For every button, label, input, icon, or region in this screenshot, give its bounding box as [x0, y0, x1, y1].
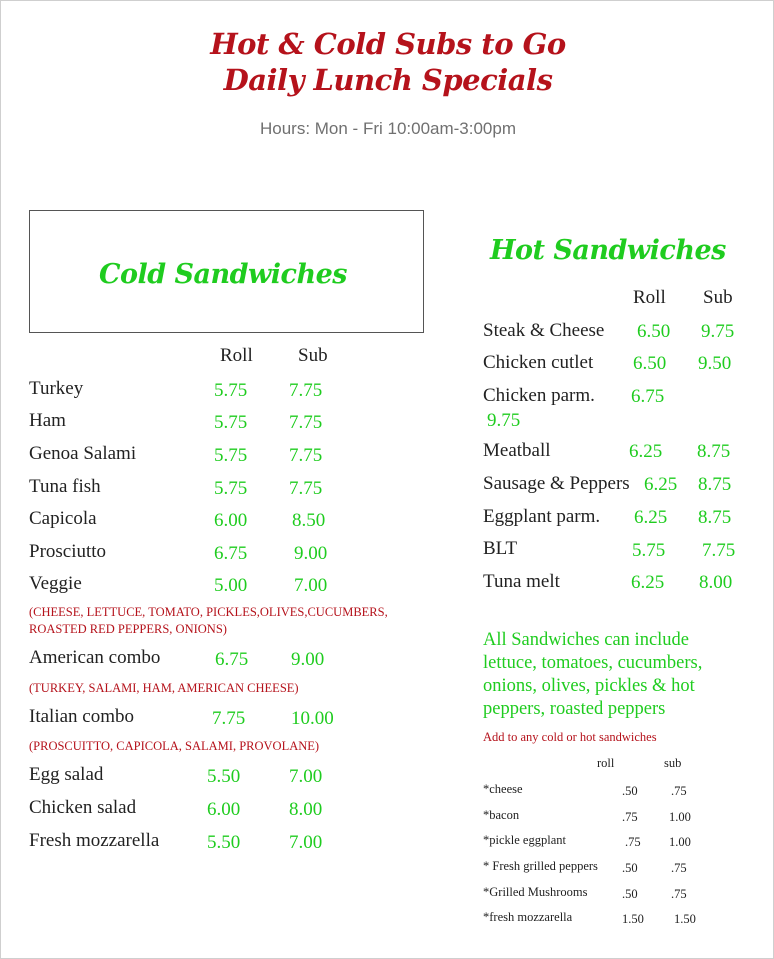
- addon-name: * Fresh grilled peppers: [483, 859, 598, 873]
- cold-item-name: American combo: [29, 647, 161, 668]
- toppings-info-line: All Sandwiches can include: [483, 630, 690, 650]
- addon-sub-price: .75: [671, 861, 687, 875]
- hot-item-sub-price: 9.75: [701, 321, 735, 342]
- addon-name: *bacon: [483, 808, 520, 822]
- menu-title-line1: Hot & Cold Subs to Go: [210, 27, 566, 61]
- cold-item-sub-price: 9.00: [291, 649, 325, 670]
- cold-item-name: Turkey: [29, 378, 84, 399]
- cold-item-name: Tuna fish: [29, 476, 101, 497]
- addon-roll-price: 1.50: [622, 912, 644, 926]
- cold-item-roll-price: 6.75: [215, 649, 249, 670]
- hot-item-name: Steak & Cheese: [483, 320, 605, 341]
- hours-text: Hours: Mon - Fri 10:00am-3:00pm: [259, 119, 517, 138]
- hot-item-sub-price: 8.75: [697, 441, 731, 462]
- hot-item-roll-price: 6.25: [634, 507, 668, 528]
- cold-item-roll-price: 6.75: [214, 543, 248, 564]
- hot-item-roll-price: 5.75: [632, 540, 666, 561]
- cold-item-name: Genoa Salami: [29, 443, 137, 464]
- hot-item-roll-price: 6.50: [637, 321, 671, 342]
- addon-name: *Grilled Mushrooms: [483, 885, 588, 899]
- hot-sandwiches-heading: Hot Sandwiches: [490, 235, 726, 266]
- toppings-info-line: lettuce, tomatoes, cucumbers,: [483, 653, 703, 673]
- cold-sub-header: Sub: [298, 345, 328, 366]
- hot-item-name: Sausage & Peppers: [483, 473, 630, 494]
- cold-item-sub-price: 7.00: [289, 832, 323, 853]
- hot-item-roll-price: 6.50: [633, 353, 667, 374]
- hot-item-roll-price: 6.75: [631, 386, 665, 407]
- hot-item-name: Meatball: [483, 440, 551, 461]
- cold-item-roll-price: 5.50: [207, 832, 241, 853]
- hot-item-name: BLT: [483, 538, 518, 559]
- american-combo-note: (TURKEY, SALAMI, HAM, AMERICAN CHEESE): [29, 681, 299, 695]
- cold-item-sub-price: 8.00: [289, 799, 323, 820]
- addons-sub-header: sub: [664, 756, 682, 770]
- hot-item-roll-price: 6.25: [644, 474, 678, 495]
- cold-item-sub-price: 8.50: [292, 510, 326, 531]
- cold-item-roll-price: 5.75: [214, 380, 248, 401]
- toppings-info: [483, 629, 753, 721]
- addon-roll-price: .50: [622, 887, 638, 901]
- cold-item-roll-price: 7.75: [212, 708, 246, 729]
- cold-item-sub-price: 10.00: [291, 708, 334, 729]
- italian-combo-note: (PROSCUITTO, CAPICOLA, SALAMI, PROVOLANE): [29, 739, 320, 753]
- cold-item-sub-price: 7.75: [289, 412, 323, 433]
- addons-heading: Add to any cold or hot sandwiches: [483, 730, 657, 744]
- hot-item-name: Chicken cutlet: [483, 352, 594, 373]
- cold-item-name: Capicola: [29, 508, 97, 529]
- addon-roll-price: .50: [622, 861, 638, 875]
- hot-sub-header: Sub: [703, 287, 733, 308]
- addon-sub-price: .75: [671, 887, 687, 901]
- cold-item-name: Veggie: [29, 573, 82, 594]
- cold-item-roll-price: 5.75: [214, 412, 248, 433]
- addon-roll-price: .75: [625, 835, 641, 849]
- cold-item-name: Ham: [29, 410, 66, 431]
- addon-sub-price: 1.00: [669, 810, 691, 824]
- toppings-info-line: onions, olives, pickles & hot: [483, 676, 695, 696]
- veggie-note-line1: (CHEESE, LETTUCE, TOMATO, PICKLES,OLIVES,CUCUMBERS,: [29, 605, 388, 619]
- cold-item-roll-price: 5.50: [207, 766, 241, 787]
- cold-item-sub-price: 7.75: [289, 478, 323, 499]
- cold-item-roll-price: 5.75: [214, 445, 248, 466]
- addon-sub-price: .75: [671, 784, 687, 798]
- hot-item-name: Tuna melt: [483, 571, 560, 592]
- addon-roll-price: .50: [622, 784, 638, 798]
- cold-roll-header: Roll: [220, 345, 253, 366]
- cold-item-name: Fresh mozzarella: [29, 830, 160, 851]
- addon-name: *fresh mozzarella: [483, 910, 573, 924]
- hot-item-sub-price: 9.75: [487, 410, 521, 431]
- hot-item-sub-price: 8.75: [698, 474, 732, 495]
- cold-item-roll-price: 6.00: [207, 799, 241, 820]
- cold-item-name: Italian combo: [29, 706, 134, 727]
- cold-item-sub-price: 9.00: [294, 543, 328, 564]
- cold-item-name: Prosciutto: [29, 541, 107, 562]
- cold-item-name: Chicken salad: [29, 797, 137, 818]
- addon-name: *cheese: [483, 782, 523, 796]
- addon-name: *pickle eggplant: [483, 833, 566, 847]
- hot-item-sub-price: 8.75: [698, 507, 732, 528]
- addons-roll-header: roll: [597, 756, 615, 770]
- hot-item-name: Chicken parm.: [483, 385, 595, 406]
- addon-roll-price: .75: [622, 810, 638, 824]
- cold-item-roll-price: 6.00: [214, 510, 248, 531]
- cold-item-sub-price: 7.00: [289, 766, 323, 787]
- cold-item-sub-price: 7.75: [289, 445, 323, 466]
- hot-roll-header: Roll: [633, 287, 666, 308]
- cold-item-sub-price: 7.75: [289, 380, 323, 401]
- addon-sub-price: 1.00: [669, 835, 691, 849]
- cold-item-name: Egg salad: [29, 764, 104, 785]
- cold-sandwiches-heading: Cold Sandwiches: [99, 259, 347, 290]
- cold-item-roll-price: 5.00: [214, 575, 248, 596]
- cold-item-sub-price: 7.00: [294, 575, 328, 596]
- hot-item-roll-price: 6.25: [629, 441, 663, 462]
- toppings-info-line: peppers, roasted peppers: [483, 699, 666, 719]
- cold-item-roll-price: 5.75: [214, 478, 248, 499]
- veggie-note-line2: ROASTED RED PEPPERS, ONIONS): [29, 622, 227, 636]
- hot-item-sub-price: 9.50: [698, 353, 732, 374]
- hot-item-sub-price: 8.00: [699, 572, 733, 593]
- hot-item-sub-price: 7.75: [702, 540, 736, 561]
- menu-title-line2: Daily Lunch Specials: [223, 63, 553, 97]
- addon-sub-price: 1.50: [674, 912, 696, 926]
- hot-item-roll-price: 6.25: [631, 572, 665, 593]
- hot-item-name: Eggplant parm.: [483, 506, 601, 527]
